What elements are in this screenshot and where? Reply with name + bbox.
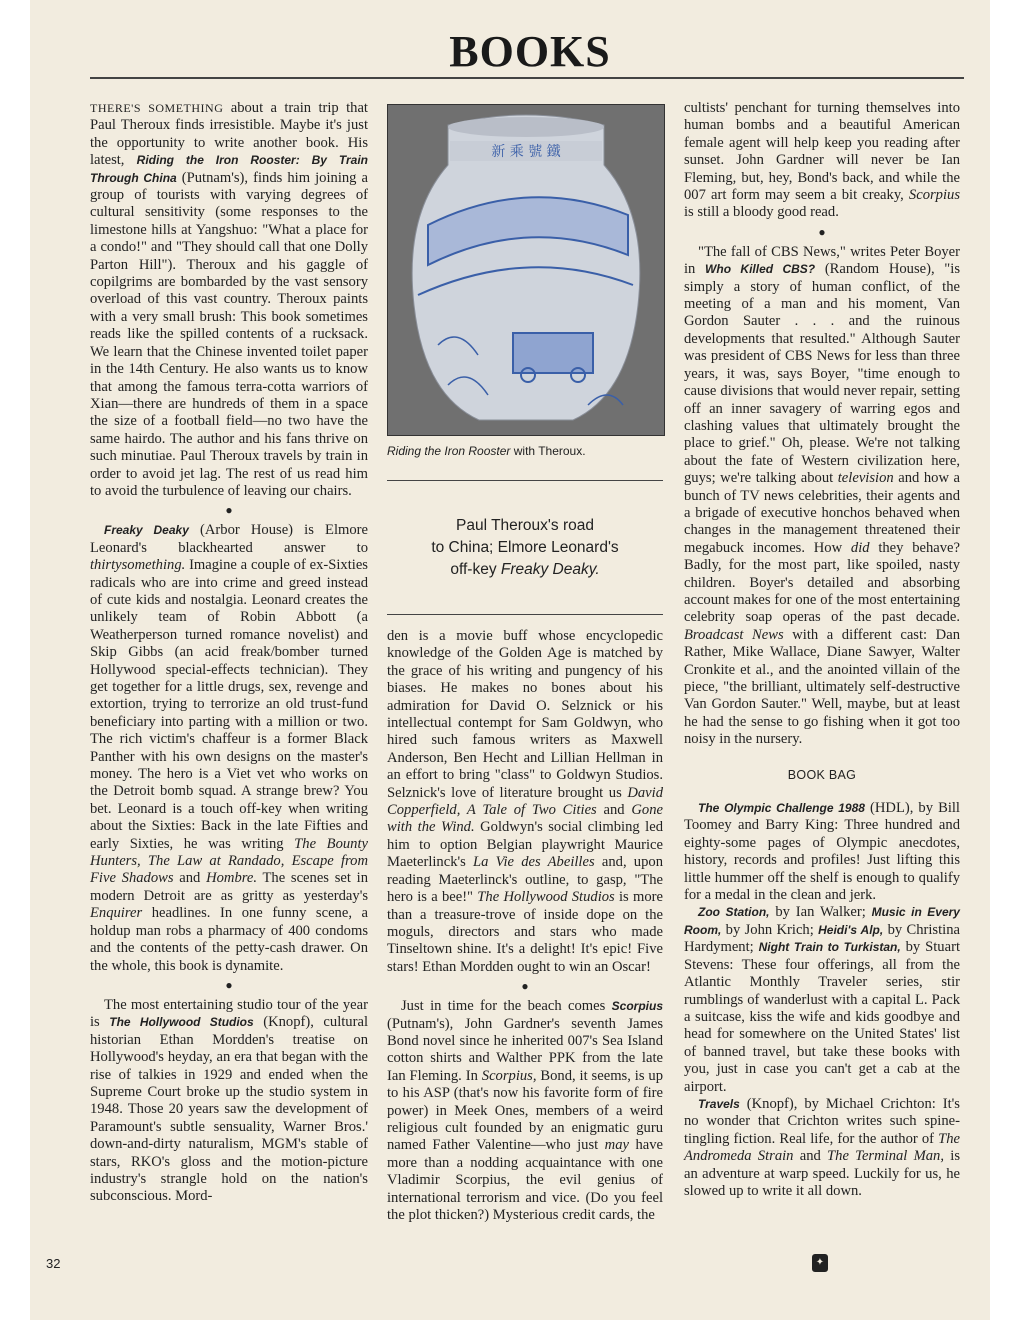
separator-dot-icon: ● — [521, 979, 529, 994]
header-rule — [90, 77, 964, 79]
paragraph-freaky-deaky: Freaky Deaky (Arbor House) is Elmore Leonard's blackhearted answer to thirtysomething. Imagine a couple of ex-Sixties radicals who are into crime and greed instead of cute kids and nostalgia. Leonard creates the unlikely team of Robin Abbott (a Weatherperson turned romance novelist) and Skip Gibbs (an acid freak/bomber turned Hollywood special-effects technician). They get together for a little drugs, sex, revenge and extortion, trying to terrorize an old trust-fund beneficiary into parting with a million or two. The rich victim's chaffeur is a former Black Panther with his own designs on the master's money. The hero is a Viet vet who works on the Detroit bomb squad. A strange brew? You bet. Leonard is a touch off-key when writing about the Sixties: Back in the late Fifties and early Sixties, he was writing The Bounty Hunters, The Law at Randado, Escape from Five Shadows and Hombre. The scenes set in modern Detroit are as gritty as yesterday's Enquirer headlines. In one funny scene, a holdup man robs a pharmacy of 400 condoms and the contents of the petty-cash drawer. On the whole, this book is dynamite. — [90, 522, 368, 974]
paragraph-olympic: The Olympic Challenge 1988 (HDL), by Bill Toomey and Barry King: Three hundred and eighty-some pages of Olympic anecdotes, history, records and profiles! Just lifting this little hummer off the shelf is enough to qualify for a medal in the clean and jerk. — [684, 800, 960, 904]
paragraph-cbs: "The fall of CBS News," writes Peter Boyer in Who Killed CBS? (Random House), "is simply a story of human conflict, of the meeting of a man and his moment, Van Gordon Sauter . . . and the ruinous developments that resulted." Although Sauter was president of CBS News for less than three years, it was, says Boyer, "time enough to cause divisions that would never repair, setting off an inner savagery of warring egos and clashing values that ultimately brought the place to grief." Oh, please. We're not talking about the fate of Western civilization here, guys; we're talking about television and how a bunch of TV news celebrities, their agents and a brigade of executive honchos behaved when changes in the management threatened their megabuck incomes. How did they behave? Badly, for the most part, like spoiled, nasty children. Boyer's detailed and absorbing account makes for one of the most entertaining celebrity soap operas of the past decade. Broadcast News with a different cast: Dan Rather, Mike Wallace, Diane Sawyer, Walter Cronkite et al., and the anointed villain of the piece, "the brilliant, ultimately self-destructive Van Gordon Sauter." Well, maybe, but at least he had the sense to go fishing when it got too noisy in the nursery. — [684, 243, 960, 748]
pull-quote-rule-top — [387, 480, 663, 481]
paragraph-travels: Travels (Knopf), by Michael Crichton: It's no wonder that Crichton writes such spine-tingling fiction. Real life, for the author of The Andromeda Strain and The Terminal Man, is an adventure at warp speed. Luckily for us, he slowed up to write it all down. — [684, 1095, 960, 1199]
vase-photo — [387, 104, 665, 436]
separator-dot-icon: ● — [225, 503, 233, 518]
paragraph-mordden-continued: den is a movie buff whose encyclopedic knowledge of the Golden Age is matched by the grace of his writing and pungency of his biases. He makes no bones about his admiration for David O. Selznick or his intellectual contempt for Sam Goldwyn, who hired such famous writers as Maxwell Anderson, Ben Hecht and Lillian Hellman in an effort to bring "class" to Goldwyn Studios. Selznick's love of literature brought us David Copperfield, A Tale of Two Cities and Gone with the Wind. Goldwyn's social climbing led him to option Belgian playwright Maurice Maeterlinck's La Vie des Abeilles and, upon reading Maeterlinck's outline, to gasp, "The hero is a bee!" The Hollywood Studios is more than a treasure-trove of inside dope on the moguls, directors and stars who made Tinseltown shine. It's a delight! It's epic! Five stars! Ethan Mordden ought to win an Oscar! — [387, 628, 663, 975]
paragraph-travel-series: Zoo Station, by Ian Walker; Music in Every Room, by John Krich; Heidi's Alp, by Christina Hardyment; Night Train to Turkistan, by Stuart Stevens: These four offerings, all from the Atlantic Monthly Traveler series, stir rumblings of wanderlust with a capital L. Pack a suitcase, kiss the wife and kids goodbye and head for somewhere on the United States' list of banned travel, but take these books with you, just in case you can't get a cab at the airport. — [684, 904, 961, 1095]
page-number: 32 — [46, 1256, 61, 1271]
vase-illustration — [388, 105, 664, 435]
rabbit-logo-icon: ✦ — [812, 1254, 828, 1272]
paragraph-hollywood-studios: The most entertaining studio tour of the year is The Hollywood Studios (Knopf), cultural historian Ethan Mordden's treatise on Hollywood's heyday, an era that began with the rise of talkies in 1929 and ended when the Supreme Court broke up the studio system in 1948. Those 20 years saw the development of Paramount's subtle sensuality, Warner Bros.' down-and-dirty naturalism, MGM's stable of stars, RKO's gloss and the motion-picture industry's strangle hold on the nation's subconscious. Mord- — [90, 996, 368, 1205]
paragraph-theroux: THERE'S SOMETHING about a train trip that Paul Theroux finds irresistible. Maybe it's just the opportunity to write another book. His latest, Riding the Iron Rooster: By Train Through China (Putnam's), finds him joining a group of tourists with varying degrees of cultural sensitivity (some responses to the limestone hills at Yangshuo: "What a place for a condo!" and "They should call that one Dolly Parton Hill"). Theroux and his gaggle of copilgrims are bombarded by the vast sensory overload of this vast country. Theroux paints with a very small brush: This book sometimes reads like the spilled contents of a rucksack. We learn that the Chinese invented toilet paper in the 14th Century. He also wants us to know that among the famous terra-cotta warriors of Xian—there are hundreds of them in a space the size of a football field—no two have the same hairdo. The author and his fans thrive on such minutiae. Paul Theroux travels by train in order to avoid jet lag. The rest of us read him to avoid the turbulence of leaving our chairs. — [90, 100, 368, 499]
paragraph-scorpius: Just in time for the beach comes Scorpius (Putnam's), John Gardner's seventh James Bond novel since he inherited 007's Sea Island cotton shirts and Walther PPK from the late Ian Fleming. In Scorpius, Bond, it seems, is up to his ASP (that's now his favorite form of fire power) in Meek Ones, members of a weird religious cult founded by an enigmatic guru named Father Valentine—who just may have more than a nodding acquaintance with one Vladimir Scorpius, the evil genius of international terrorism and vice. (Do you feel the plot thicken?) Mysterious credit cards, the — [387, 998, 664, 1223]
column-1 — [90, 100, 368, 1206]
photo-caption: Riding the Iron Rooster with Theroux. — [387, 444, 586, 458]
svg-text:新 乘 號 鐵: 新 乘 號 鐵 — [491, 144, 561, 160]
pull-quote-rule-bottom — [387, 614, 663, 615]
book-bag-heading: BOOK BAG — [787, 767, 857, 782]
separator-dot-icon: ● — [818, 224, 826, 239]
paragraph-scorpius-continued: cultists' penchant for turning themselves into human bombs and a beautiful American female agent will help keep you reading after sunset. John Gardner will never be Ian Fleming, but, hey, Bond's back, and while the 007 art form may seem a bit creaky, Scorpius is still a bloody good read. — [684, 100, 960, 221]
pull-quote: Paul Theroux's road to China; Elmore Leonard's off-key Freaky Deaky. — [431, 517, 619, 578]
column-2 — [387, 628, 663, 1224]
column-3 — [684, 100, 960, 1200]
page-title: BOOKS — [449, 27, 611, 76]
separator-dot-icon: ● — [225, 977, 233, 992]
